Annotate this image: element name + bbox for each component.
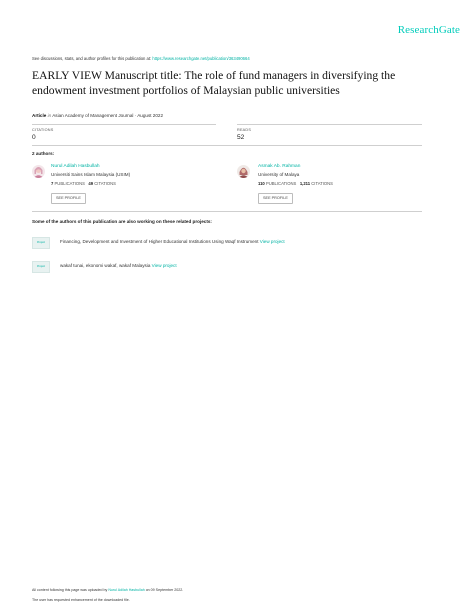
project-title-1: Financing, Development and Investment of Higher Educational Institutions Using Waqf Instrument — [60, 239, 259, 244]
see-profile-button-2[interactable]: SEE PROFILE — [258, 193, 293, 204]
view-project-link-1[interactable]: View project — [259, 239, 285, 244]
authors-heading: 2 authors: — [32, 151, 55, 156]
project-thumb-label-2: Project — [36, 265, 46, 268]
project-item-1 — [60, 239, 285, 244]
author-cites-label-1: CITATIONS — [94, 181, 116, 186]
project-title-2: wakaf tunai, ekonomi wakaf, wakaf Malaysia — [60, 263, 151, 268]
uploader-name-link[interactable]: Nurul Adilah Hasbullah — [108, 588, 145, 592]
projects-divider — [32, 211, 422, 212]
author-pubs-value-2: 110 — [258, 181, 265, 186]
author-stats-2 — [258, 181, 333, 186]
reads-label: READS — [237, 128, 252, 132]
discussions-text: See discussions, stats, and author profiles for this publication at: — [32, 56, 152, 61]
publication-url-link[interactable]: https://www.researchgate.net/publication/363490664 — [152, 56, 250, 61]
enhancement-note: The user has requested enhancement of the downloaded file. — [32, 598, 130, 602]
upload-note — [32, 588, 183, 592]
project-thumb-label-1: Project — [36, 241, 46, 244]
avatar[interactable] — [237, 165, 250, 178]
author-affiliation-2: University of Malaya — [258, 172, 300, 177]
citations-label: CITATIONS — [32, 128, 54, 132]
project-thumbnail-1[interactable] — [32, 237, 50, 249]
publication-type: Article — [32, 113, 47, 118]
author-cites-label-2: CITATIONS — [311, 181, 333, 186]
citations-divider — [32, 124, 216, 125]
publication-title: EARLY VIEW Manuscript title: The role of fund managers in diversifying the endowment investment portfolios of Malaysian public universities — [32, 69, 396, 97]
publication-meta — [32, 113, 163, 118]
citations-value: 0 — [32, 134, 36, 141]
author-cites-value-2: 1,211 — [299, 181, 311, 186]
author-pubs-value-1: 7 — [51, 181, 54, 186]
see-profile-button-1[interactable]: SEE PROFILE — [51, 193, 86, 204]
view-project-link-2[interactable]: View project — [151, 263, 177, 268]
author-name-1[interactable]: Nurul Adilah Hasbullah — [51, 164, 100, 169]
author-cites-value-1: 49 — [88, 181, 94, 186]
reads-divider — [237, 124, 422, 125]
meta-in: in — [47, 113, 52, 118]
discussions-note — [32, 56, 250, 61]
author-pubs-label-1: PUBLICATIONS — [54, 181, 85, 186]
upload-note-prefix: All content following this page was uploaded by — [32, 588, 108, 592]
author-name-2[interactable]: Asmak Ab. Rahman — [258, 164, 301, 169]
project-thumbnail-2[interactable] — [32, 261, 50, 273]
avatar[interactable] — [32, 165, 45, 178]
projects-heading: Some of the authors of this publication are also working on these related projects: — [32, 219, 212, 224]
author-pubs-label-2: PUBLICATIONS — [265, 181, 297, 186]
authors-divider — [32, 145, 422, 146]
author-affiliation-1: Universiti Sains Islam Malaysia (USIM) — [51, 172, 131, 177]
reads-value: 52 — [237, 134, 245, 141]
author-stats-1 — [51, 181, 116, 186]
project-item-2 — [60, 263, 177, 268]
publication-venue[interactable]: Asian Academy of Management Journal · August 2022 — [52, 113, 164, 118]
researchgate-logo[interactable]: ResearchGate — [397, 24, 460, 36]
upload-note-date: on 09 September 2022. — [145, 588, 184, 592]
